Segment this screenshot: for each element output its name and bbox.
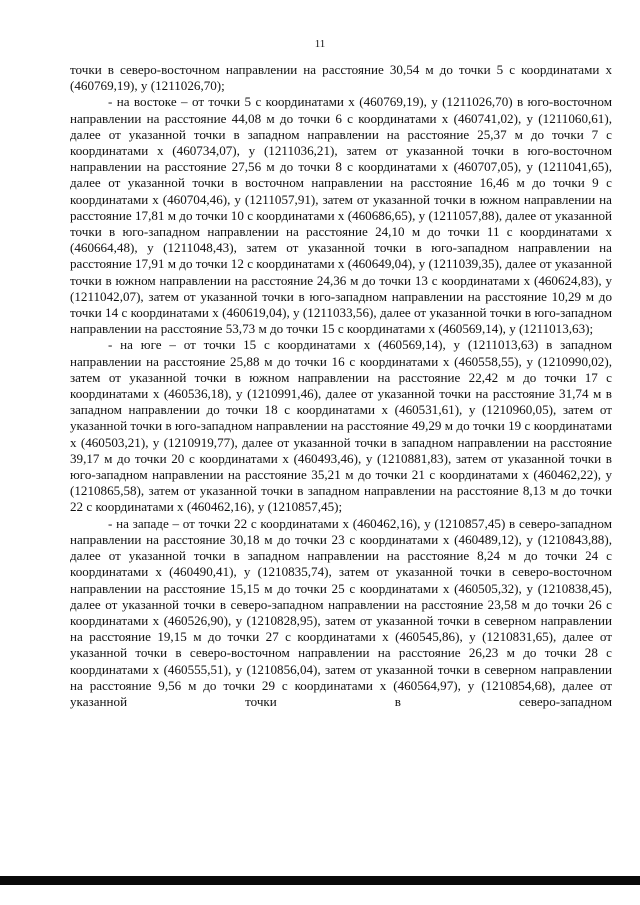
paragraph-east-boundary: - на востоке – от точки 5 с координатами х (460769,19), у (1211026,70) в юго-восточном направлении на расстояние 44,08 м до точки 6 с координатами х (460741,02), у (1211060,61), далее от указанной точки в западном направлении на расстояние 25,37 м до точки 7 с координатами х (460734,07), у (1211036,21), затем от указанной точки в юго-восточном направлении на расстояние 27,56 м до точки 8 с координатами х (460707,05), у (1211041,65), далее от указанной точки в восточном направлении на расстояние 16,46 м до точки 9 с координатами х (460704,46), у (1211057,91), затем от указанной точки в южном направлении на расстояние 17,81 м до точки 10 с координатами х (460686,65), у (1211057,88), далее от указанной точки в юго-западном направлении на расстояние 24,10 м до точки 11 с координатами х (460664,48), у (1211048,43), затем от указанной точки в юго-западном направлении на расстояние 17,91 м до точки 12 с координатами х (460649,04), у (1211039,35), далее от указанной точки в южном направлении на расстояние 24,36 м до точки 13 с координатами х (460624,83), у (1211042,07), затем от указанной точки в юго-западном направлении на расстояние 10,29 м до точки 14 с координатами х (460619,04), у (1211033,56), далее от указанной точки в юго-западном направлении на расстояние 53,73 м до точки 15 с координатами х (460569,14), у (1211013,63); [70,94,612,337]
paragraph-south-boundary: - на юге – от точки 15 с координатами х (460569,14), у (1211013,63) в западном направлении на расстояние 25,88 м до точки 16 с координатами х (460558,55), у (1210990,02), затем от указанной точки в южном направлении на расстояние 22,42 м до точки 17 с координатами х (460536,18), у (1210991,46), далее от указанной точки на расстояние 31,74 м в западном направлении до точки 18 с координатами х (460531,61), у (1210960,05), затем от указанной точки в юго-западном направлении на расстояние 49,29 м до точки 19 с координатами х (460503,21), у (1210919,77), далее от указанной точки в западном направлении на расстояние 39,17 м до точки 20 с координатами х (460493,46), у (1210881,83), затем от указанной точки в юго-западном направлении на расстояние 35,21 м до точки 21 с координатами х (460462,22), у (1210865,58), затем от указанной точки в западном направлении на расстояние 8,13 м до точки 22 с координатами х (460462,16), у (1210857,45); [70,337,612,515]
page-number: 11 [314,38,326,50]
scan-bottom-edge [0,876,640,885]
paragraph-continuation: точки в северо-восточном направлении на расстояние 30,54 м до точки 5 с координатами х (460769,19), у (1211026,70); [70,62,612,94]
paragraph-west-boundary: - на западе – от точки 22 с координатами х (460462,16), у (1210857,45) в северо-западном направлении на расстояние 30,18 м до точки 23 с координатами х (460489,12), у (1210843,88), далее от указанной точки в западном направлении на расстояние 8,24 м до точки 24 с координатами х (460490,41), у (1210835,74), затем от указанной точки в северо-восточном направлении на расстояние 15,15 м до точки 25 с координатами х (460505,32), у (1210838,45), далее от указанной точки в северо-западном направлении на расстояние 23,58 м до точки 26 с координатами х (460526,90), у (1210828,95), затем от указанной точки в северном направлении на расстояние 19,15 м до точки 27 с координатами х (460545,86), у (1210831,65), далее от указанной точки в северо-восточном направлении на расстояние 26,23 м до точки 28 с координатами х (460555,51), у (1210856,04), затем от указанной точки в северном направлении на расстояние 9,56 м до точки 29 с координатами х (460564,97), у (1210854,68), далее от указанной точки в северо-западном [70,515,612,709]
document-body [70,62,612,710]
